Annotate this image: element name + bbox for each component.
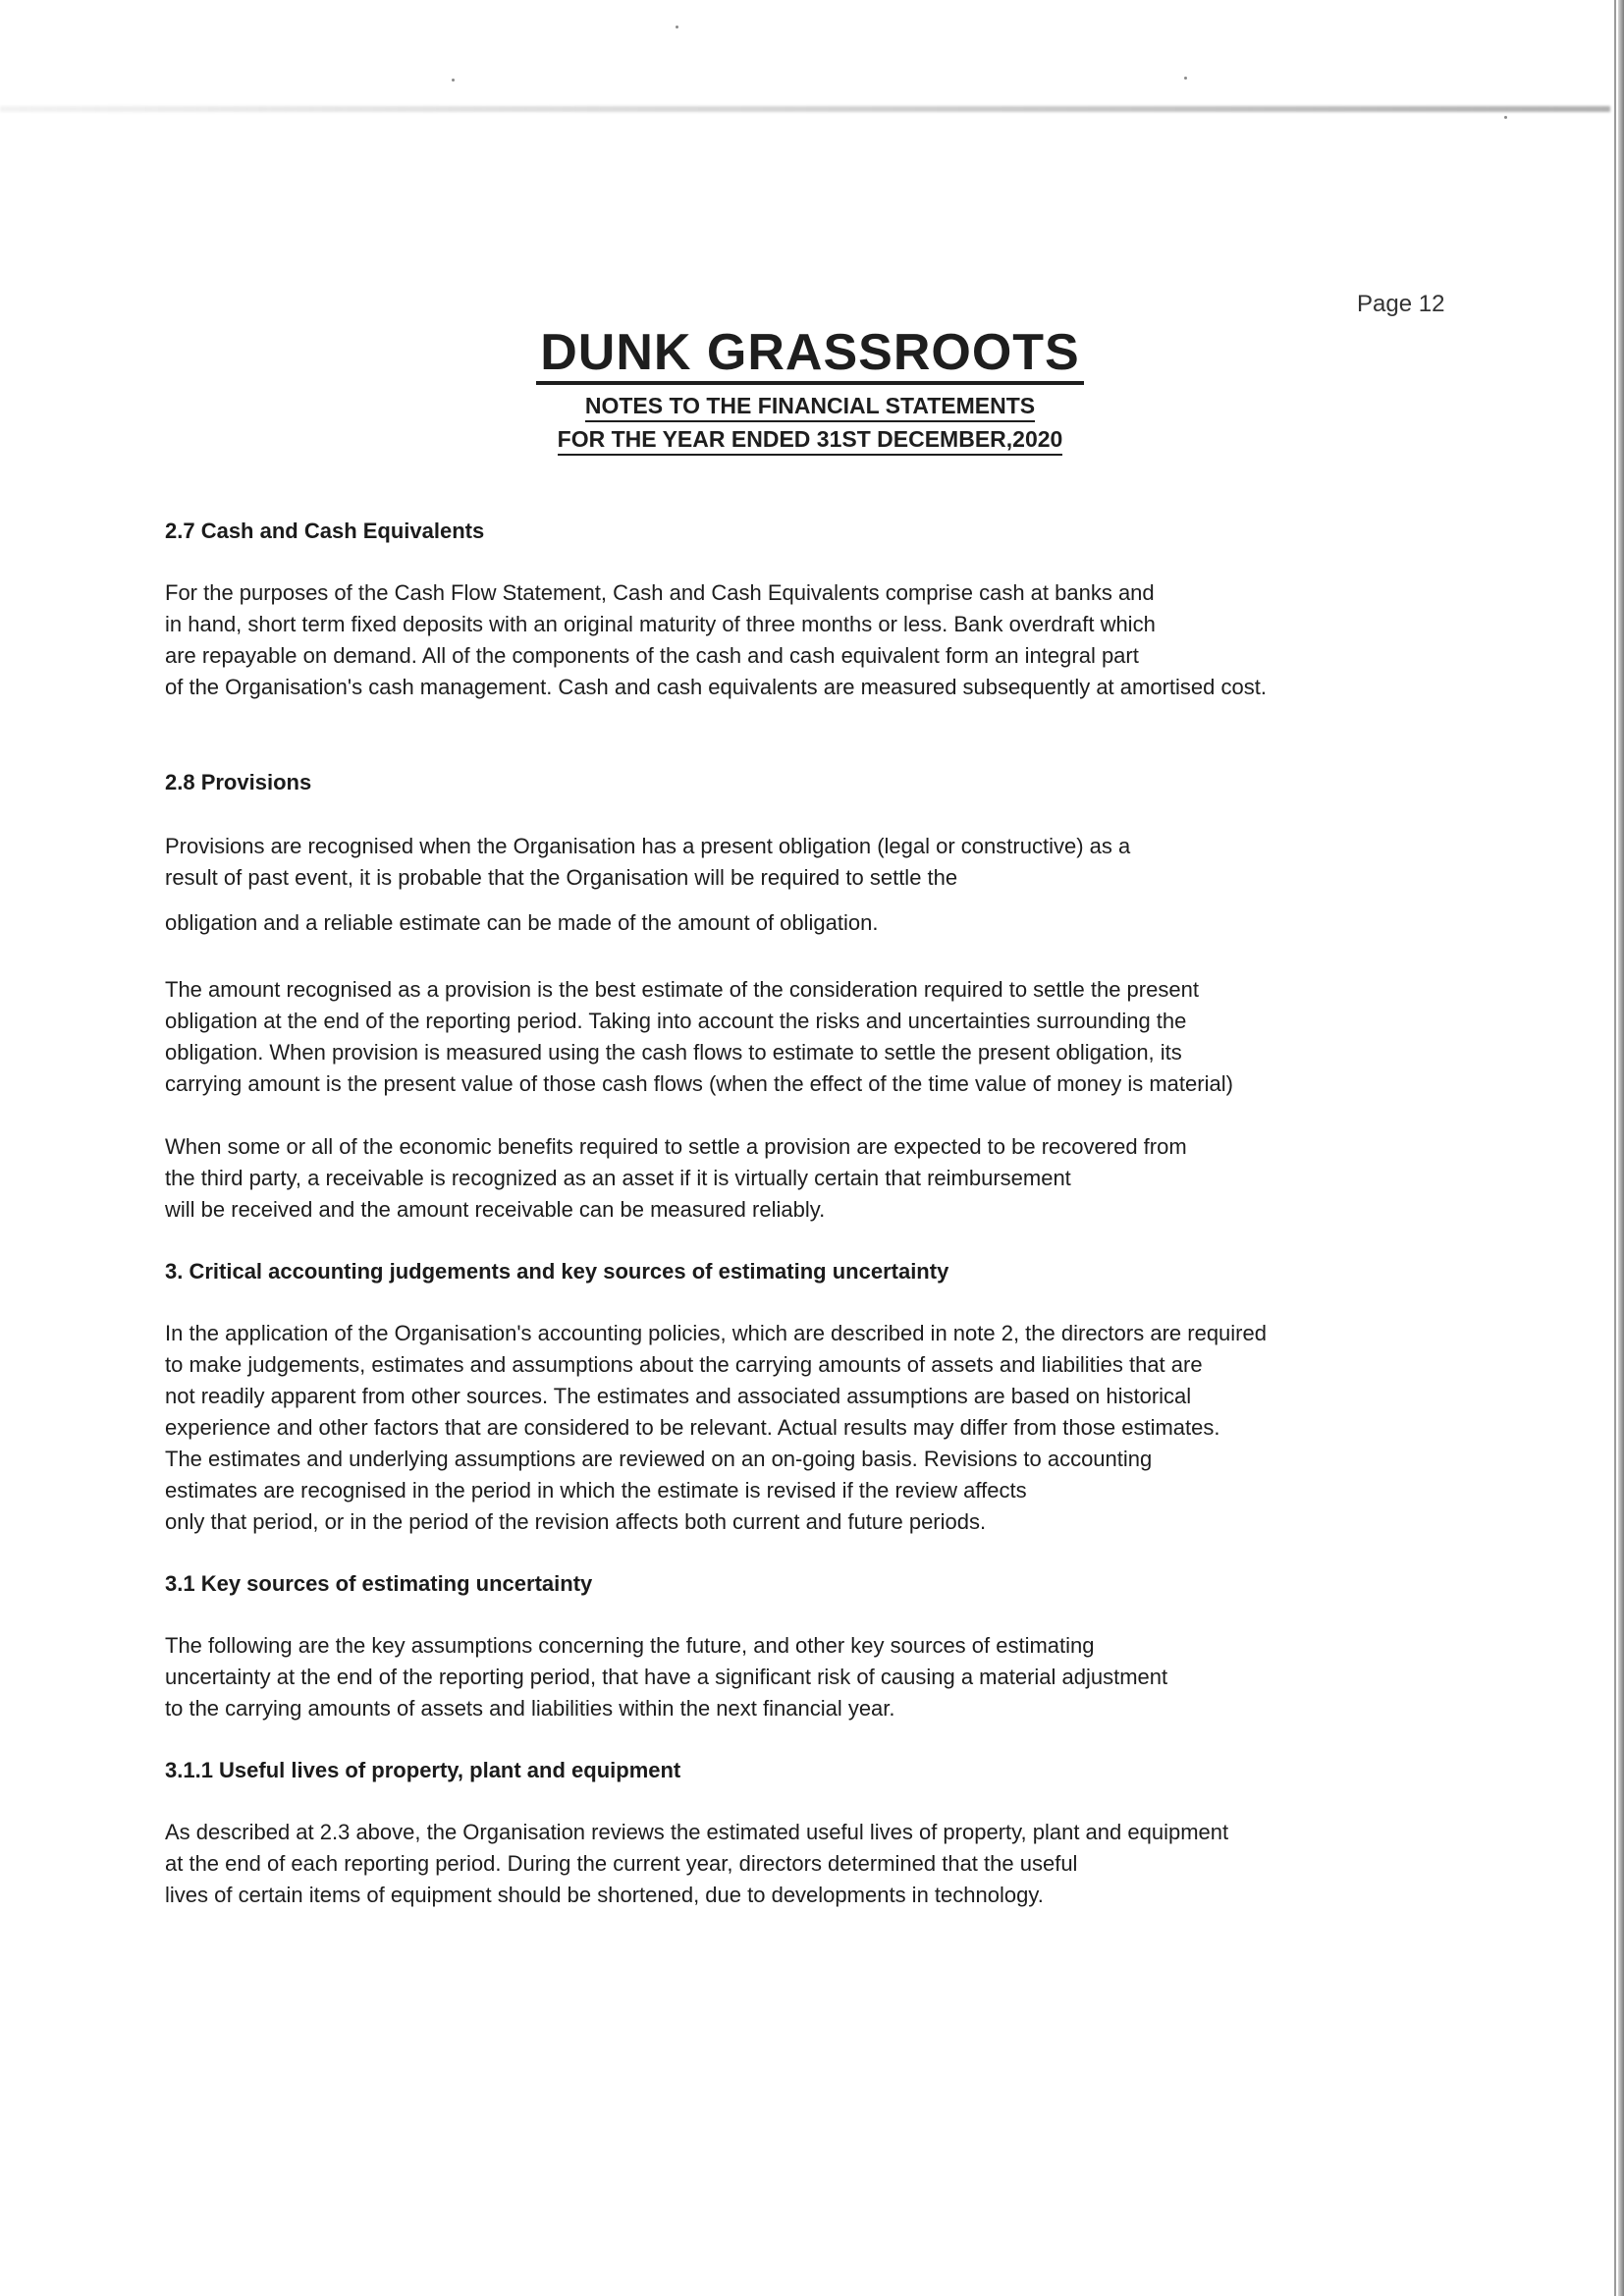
paragraph-line: are repayable on demand. All of the components of the cash and cash equivalent form an integral part — [165, 643, 1139, 668]
section-3-1 — [165, 1571, 1382, 1597]
section-heading: 2.8 Provisions — [165, 770, 312, 794]
section-2-8 — [165, 770, 1382, 795]
scan-speck — [1184, 77, 1187, 80]
page-edge-shadow — [1618, 0, 1624, 2296]
section-2-7-body — [165, 577, 1382, 703]
section-3 — [165, 1259, 1382, 1285]
section-2-8-para-1-end — [165, 907, 1382, 939]
paragraph-line: The following are the key assumptions concerning the future, and other key sources of estimating — [165, 1633, 1095, 1658]
paragraph-line: at the end of each reporting period. During the current year, directors determined that the useful — [165, 1851, 1078, 1876]
scan-speck — [676, 26, 678, 28]
reporting-period: FOR THE YEAR ENDED 31ST DECEMBER,2020 — [558, 424, 1063, 456]
paragraph-line: to make judgements, estimates and assumptions about the carrying amounts of assets and liabilities that are — [165, 1352, 1203, 1377]
paragraph-line: the third party, a receivable is recognized as an asset if it is virtually certain that reimbursement — [165, 1166, 1071, 1190]
section-3-1-1 — [165, 1758, 1382, 1783]
paragraph-line: obligation and a reliable estimate can be made of the amount of obligation. — [165, 910, 879, 935]
section-3-1-1-body — [165, 1817, 1382, 1911]
section-3-1-body — [165, 1630, 1382, 1724]
paragraph-line: The estimates and underlying assumptions are reviewed on an on-going basis. Revisions to accounting — [165, 1447, 1153, 1471]
section-3-body — [165, 1318, 1382, 1538]
paragraph-line: uncertainty at the end of the reporting period, that have a significant risk of causing a material adjustment — [165, 1665, 1168, 1689]
paragraph-line: experience and other factors that are considered to be relevant. Actual results may differ from those estimates. — [165, 1415, 1220, 1440]
paragraph-line: For the purposes of the Cash Flow Statement, Cash and Cash Equivalents comprise cash at banks and — [165, 580, 1155, 605]
paragraph-line: estimates are recognised in the period in which the estimate is revised if the review affects — [165, 1478, 1027, 1503]
section-heading: 2.7 Cash and Cash Equivalents — [165, 519, 485, 543]
document-header — [491, 324, 1129, 456]
paragraph-line: In the application of the Organisation's accounting policies, which are described in note 2, the directors are required — [165, 1321, 1267, 1345]
paragraph-line: only that period, or in the period of the revision affects both current and future periods. — [165, 1509, 987, 1534]
scan-artifact-line — [0, 106, 1610, 112]
paragraph-line: will be received and the amount receivable can be measured reliably. — [165, 1197, 826, 1222]
organisation-name: DUNK GRASSROOTS — [536, 324, 1083, 385]
section-2-7 — [165, 519, 1382, 544]
document-subtitle: NOTES TO THE FINANCIAL STATEMENTS — [585, 391, 1035, 422]
paragraph-line: to the carrying amounts of assets and liabilities within the next financial year. — [165, 1696, 895, 1721]
section-2-8-para-3 — [165, 1131, 1382, 1226]
paragraph-line: The amount recognised as a provision is the best estimate of the consideration required to settle the present — [165, 977, 1199, 1002]
paragraph-line: As described at 2.3 above, the Organisation reviews the estimated useful lives of property, plant and equipment — [165, 1820, 1229, 1844]
page-edge-line — [1614, 0, 1616, 2296]
paragraph-line: obligation at the end of the reporting period. Taking into account the risks and uncertainties surrounding the — [165, 1009, 1187, 1033]
section-heading: 3.1.1 Useful lives of property, plant and equipment — [165, 1758, 681, 1782]
page-number: Page 12 — [1357, 291, 1445, 317]
section-heading: 3.1 Key sources of estimating uncertainty — [165, 1571, 593, 1596]
paragraph-line: result of past event, it is probable that the Organisation will be required to settle the — [165, 865, 958, 890]
section-heading: 3. Critical accounting judgements and key sources of estimating uncertainty — [165, 1259, 949, 1284]
paragraph-line: When some or all of the economic benefits required to settle a provision are expected to be recovered from — [165, 1134, 1187, 1159]
paragraph-line: carrying amount is the present value of those cash flows (when the effect of the time value of money is material) — [165, 1071, 1233, 1096]
paragraph-line: obligation. When provision is measured using the cash flows to estimate to settle the present obligation, its — [165, 1040, 1182, 1065]
paragraph-line: lives of certain items of equipment should be shortened, due to developments in technology. — [165, 1883, 1044, 1907]
paragraph-line: not readily apparent from other sources. The estimates and associated assumptions are based on historical — [165, 1384, 1192, 1408]
paragraph-line: Provisions are recognised when the Organisation has a present obligation (legal or constructive) as a — [165, 834, 1131, 858]
paragraph-line: of the Organisation's cash management. Cash and cash equivalents are measured subsequently at amortised cost. — [165, 675, 1267, 699]
section-2-8-para-1 — [165, 831, 1382, 894]
section-2-8-para-2 — [165, 974, 1382, 1100]
scan-speck — [452, 79, 455, 82]
scan-speck — [1504, 116, 1507, 119]
paragraph-line: in hand, short term fixed deposits with an original maturity of three months or less. Bank overdraft which — [165, 612, 1156, 636]
